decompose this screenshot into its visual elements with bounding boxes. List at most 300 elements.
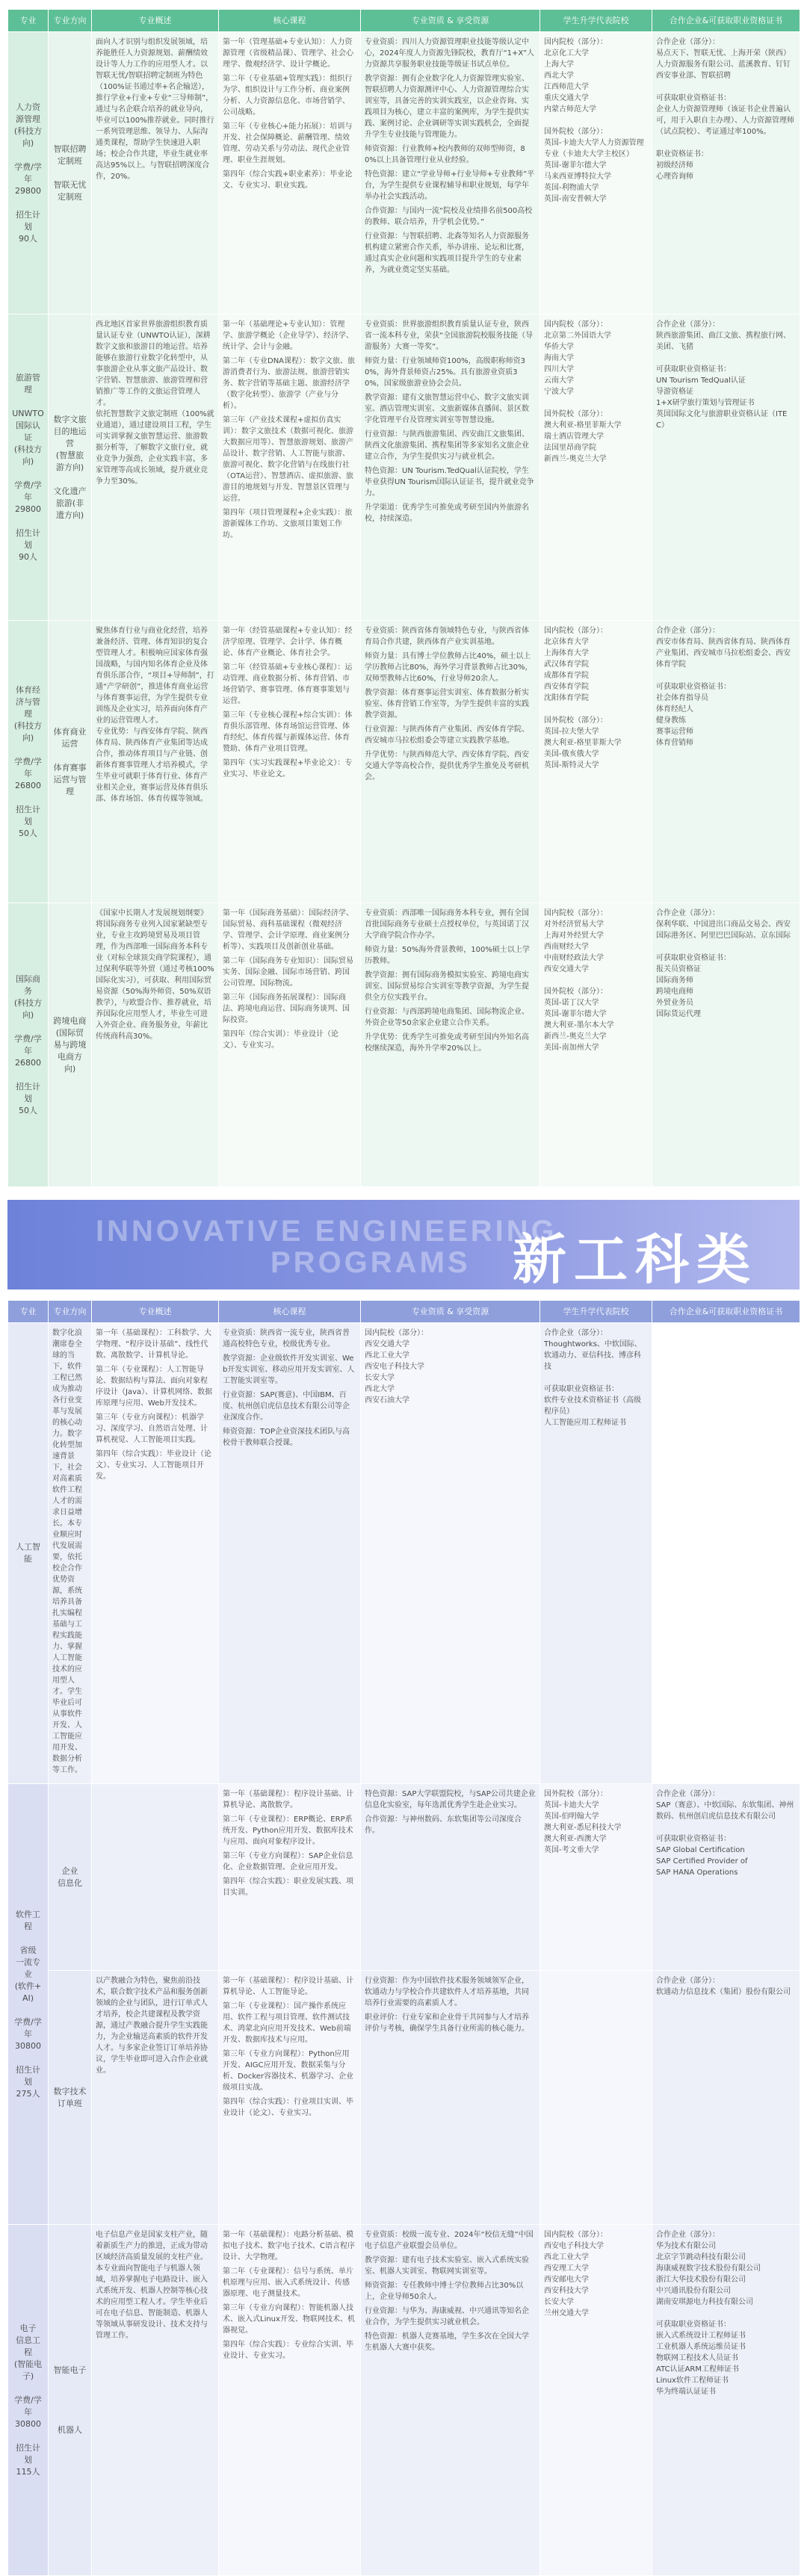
- header-overview: 专业概述: [92, 10, 219, 32]
- school-line: 内蒙古师范大学: [544, 105, 596, 114]
- school-line: 江西师范大学: [544, 83, 589, 91]
- partner-line: 合作企业（部分）：: [656, 2231, 720, 2239]
- header-core-courses: 核心课程: [219, 1301, 361, 1323]
- school-line: 西北大学: [544, 72, 574, 80]
- schools-cell: [540, 1971, 652, 2225]
- partner-line: 人工智能应用工程师证书: [544, 1419, 626, 1427]
- school-line: 澳大利亚-墨尔本大学: [544, 1021, 614, 1030]
- partner-line: 可获取职业资格证书：: [656, 683, 731, 691]
- header-direction: 专业方向: [49, 10, 92, 32]
- header-overview: 专业概述: [92, 1301, 219, 1323]
- core-course-item: 第二年（经管基础+专业核心课程）：运动管理、商业数据分析、体育营销、市场营销学、赛事管理、体育赛事策划与运营。: [223, 663, 353, 705]
- school-line: 北京体育大学: [544, 638, 589, 646]
- school-line: 华侨大学: [544, 343, 574, 351]
- core-course-item: 第二年（专业DNA课程）：数字文旅、旅游消费者行为、旅游法规、旅游营销实务、数字营销等基础主题、旅游经济学（数字化转型）、旅游学（产业与分析）。: [223, 357, 356, 410]
- core-course-item: 第二年（专业课程）：信号与系统、单片机原理与应用、嵌入式系统设计、传感器原理、电子测量技术。: [223, 2267, 353, 2298]
- school-line: 英国-南安普顿大学: [544, 195, 607, 203]
- direction-line: 智联无忧定制班: [53, 179, 87, 202]
- school-line: 西安体育学院: [544, 683, 589, 691]
- partners-cell: [652, 621, 800, 903]
- major-line: 50人: [19, 1105, 37, 1115]
- core-courses-cell: [219, 621, 361, 903]
- partner-line: 报关员资格证: [656, 965, 701, 973]
- partner-line: 合作企业（部分）：: [656, 38, 720, 46]
- partner-line: 可获取职业资格证书：: [656, 954, 731, 962]
- program-row: [8, 1323, 800, 1784]
- header-major: 专业: [8, 1301, 49, 1323]
- major-cell: [8, 32, 49, 315]
- banner-english-line1: INNOVATIVE ENGINEERING: [96, 1215, 557, 1248]
- header-partners: 合作企业&可获取职业资格证书: [652, 10, 800, 32]
- overview-cell: [92, 32, 219, 315]
- partner-line: 北京字节跳动科技有限公司: [656, 2253, 746, 2261]
- qualifications-cell: [361, 903, 540, 1187]
- partner-line: 1+X研学旅行策划与管理证书: [656, 399, 755, 407]
- qualification-item: 行业资源：与陕西体育产业集团、西安体育学院、西安城市马拉松组委会等建立实践教学基地。: [365, 725, 529, 745]
- header-qualifications: 专业资质 & 享受资源: [361, 10, 540, 32]
- major-line: 50人: [19, 828, 37, 838]
- qualification-item: 行业资源：与智联招聘、北森等知名人力资源服务机构建立紧密合作关系，举办讲座、论坛和比赛，通过真实企业问题和实践项目提升学生的专业素养，为就业奠定坚实基础。: [365, 232, 529, 274]
- qualification-item: 合作资源：与神州数码、东软集团等公司深度合作。: [365, 1815, 522, 1835]
- overview-text: 西北地区首家世界旅游组织教育质量认证专业（UNWTO认证），深耕数字文旅和旅游目的地运营。培养能够在旅游行业数字化转型中，从事旅游企业从事文旅产品设计、数字营销、智慧旅游、旅游管理和营销推广等工作的文旅运营管理人才。 依托智慧数字文旅定制班（100%就业通道），通过建设项目工程，学生可实训掌握文旅智慧运营、旅游数据分析等，了解数字文旅行业，就业竞争力强劲，企业实践丰富，多家管理等高成长领域，提升就业竞争力至30%。: [96, 321, 214, 486]
- partner-line: 浙江大华技术股份有限公司: [656, 2276, 746, 2284]
- core-courses-cell: [219, 315, 361, 621]
- school-line: 澳大利亚-西澳大学: [544, 1835, 607, 1843]
- partner-line: 英国国际文化与旅游职业资格认证（ITEC）: [656, 410, 788, 430]
- partner-line: 跨境电商师: [656, 988, 693, 996]
- major-line: [12, 468, 44, 480]
- partners-cell: [652, 2225, 800, 2576]
- section2-body: [8, 1323, 800, 2576]
- school-line: 西安理工大学: [544, 2264, 589, 2273]
- partners-cell: [652, 1784, 800, 1971]
- major-cell: [8, 621, 49, 903]
- direction-line: (国际贸易与跨境电商方向): [53, 1027, 87, 1074]
- qualifications-cell: [219, 1323, 361, 1784]
- overview-cell: [92, 1784, 219, 1971]
- schools-cell: [540, 2225, 652, 2576]
- major-line: 90人: [19, 551, 37, 562]
- school-line: 西安电子科技大学: [544, 2242, 604, 2250]
- partner-line: 体育营销师: [656, 739, 693, 747]
- major-line: [12, 2383, 44, 2394]
- qualification-item: 教学资源：拥有国际商务模拟实验室、跨境电商实训室、国际贸易综合实训室等教学资源，为学生提供全方位实践平台。: [365, 971, 529, 1002]
- core-course-item: 第一年（基础课程）：电路分析基础、模拟电子技术、数字电子技术、C语言程序设计、大学物理。: [223, 2231, 355, 2261]
- core-course-item: 第一年（经管基础课程+专业认知）：经济学原理、管理学、会计学、体育概论、体育产业概论、体育社会学。: [223, 627, 353, 657]
- overview-cell: [49, 1323, 92, 1784]
- partner-line: 导游资格证: [656, 388, 693, 396]
- direction-cell: [49, 903, 92, 1187]
- major-line: 学费/学年: [14, 1033, 42, 1056]
- school-line: 国内院校（部分）：: [544, 38, 607, 46]
- schools-cell: [540, 32, 652, 315]
- core-course-item: 第二年（专业课程）：国产操作系统应用、软件工程与项目管理、软件测试技术、鸿蒙北向应用开发技术、Web前端开发、数据库技术与应用。: [223, 2002, 351, 2044]
- overview-text: 聚焦体育行业与商业化经营，培养兼备经济、管理、体育知识的复合型管理人才。积极响应国家体育强国战略，与国内知名体育企业及体育俱乐部合作，“项目+导师制”，打通“产学研创”，推进体育商业运营与体育赛事运营，为学生提供专业训练及企业实习，培养面向体育产业的运营管理人才。 专业优势：与西安体育学院、陕西体育局、陕西体育产业集团等达成合作，推动体育项目与产业链、创新体育赛事管理人才培养模式，学生毕业可就职于体育行业、体育产业相关企业，赛事运营及体育俱乐部、体育场馆、体育传媒等领域。: [96, 627, 214, 803]
- partner-line: 物联网工程技术人员证书: [656, 2354, 738, 2362]
- major-line: 学费/学年: [14, 2394, 42, 2417]
- header-core-courses: 核心课程: [219, 10, 361, 32]
- school-line: 四川大学: [544, 365, 574, 374]
- school-line: 西安科技大学: [544, 2287, 589, 2295]
- core-course-item: 第四年（综合实践）：行业项目实训、毕业设计（论文）、专业实习。: [223, 2098, 353, 2117]
- core-course-item: 第一年（基础课程）：程序设计基础、计算机导论、离散数学。: [223, 1790, 353, 1809]
- partner-line: 可获取职业资格证书：: [656, 2320, 731, 2329]
- partners-cell: [652, 315, 800, 621]
- school-line: 国内院校（部分）：: [544, 909, 607, 917]
- core-courses-cell: [219, 1784, 361, 1971]
- school-line: 英国-考文垂大学: [544, 1846, 599, 1854]
- qualification-item: 教学资源：企业级软件开发实训室、Web开发实训室、移动应用开发实训室、人工智能实训室等。: [223, 1354, 355, 1385]
- school-line: 西安邮电大学: [544, 2276, 589, 2284]
- section2-table: [7, 1300, 800, 2576]
- school-line: 海南大学: [544, 354, 574, 362]
- qualification-item: 特色资源：UN Tourism.TedQual认证院校，学生毕业获得UN Tourism国际认证证书，提升就业竞争力。: [365, 467, 534, 498]
- qualification-item: 专业资质：世界旅游组织教育质量认证专业，陕西省一流本科专业，荣获“全国旅游院校服务技能（导游服务）大赛一等奖”。: [365, 321, 534, 351]
- direction-cell: [49, 32, 92, 315]
- major-line: 115人: [16, 2466, 40, 2477]
- major-line: 30800: [15, 2418, 41, 2429]
- direction-line: 企业: [61, 1866, 78, 1876]
- direction-cell: [49, 2225, 92, 2576]
- major-line: 一流专业: [16, 1957, 40, 1979]
- partners-cell: [652, 1971, 800, 2225]
- qualification-item: 合作资源：与国内一流“院校及业绩排名前500高校的教师、联合培养，升学机会优势。”: [365, 207, 533, 226]
- major-line: [12, 2430, 44, 2442]
- school-line: 北京第二外国语大学: [544, 332, 611, 340]
- major-line: (智能电子): [13, 2359, 43, 2381]
- major-line: [12, 197, 44, 209]
- qualification-item: 教学资源：体育赛事运营实训室、体育数据分析实验室、体育营销工作室等，为学生提供丰富的实践教学资源。: [365, 689, 529, 719]
- qualification-item: 师资资源：行业教师+校内教师的双师型师资，80%以上具备管理行业从业经验。: [365, 145, 525, 164]
- partner-line: 合作企业（部分）：: [656, 909, 720, 917]
- school-line: 马来西亚博特拉大学: [544, 173, 611, 181]
- school-line: 国外院校（部分）：: [544, 128, 607, 136]
- qualification-item: 行业资源：与西部跨境电商集团、国际物流企业、外资企业等50余家企业建立合作关系。: [365, 1008, 529, 1027]
- school-line: 国外院校（部分）：: [544, 988, 607, 996]
- partner-line: 外贸业务员: [656, 999, 693, 1007]
- direction-line: [52, 2388, 87, 2400]
- header-qualifications: 专业资质 & 享受资源: [361, 1301, 540, 1323]
- program-row: [8, 1971, 800, 2225]
- qualifications-cell: [361, 315, 540, 621]
- partner-line: 职业资格证书：: [656, 150, 708, 158]
- school-line: 宁波大学: [544, 388, 574, 396]
- banner-chinese-title: 新工科类: [513, 1228, 758, 1291]
- school-line: 上海体育大学: [544, 649, 589, 657]
- core-courses-cell: [219, 2225, 361, 2576]
- major-line: 体育经济与管理: [16, 684, 40, 719]
- qualification-item: 升学优势：优秀学生可推免或考研至国内外知名高校继续深造，海外升学率20%以上。: [365, 1033, 529, 1053]
- core-course-item: 第三年（专业方向课程）：SAP企业信息化、企业数据管理、企业应用开发。: [223, 1852, 353, 1871]
- major-line: [12, 1069, 44, 1081]
- school-line: 英国-拉夫堡大学: [544, 728, 599, 736]
- direction-line: 信息化: [58, 1877, 82, 1888]
- partners-cell: [652, 32, 800, 315]
- direction-line: 数字文旅目的地运营: [53, 414, 87, 448]
- major-line: [12, 149, 44, 161]
- partner-line: 软件专业技术资格证书（高级程序员）: [544, 1396, 641, 1416]
- header-schools: 学生升学代表院校: [540, 1301, 652, 1323]
- partner-line: 社会体育指导员: [656, 694, 708, 702]
- qualification-item: 升学优势：与陕西师范大学、西安体育学院、西安交通大学等高校合作，提供优秀学生推免及考研机会。: [365, 751, 529, 781]
- qualifications-cell: [361, 1784, 540, 1971]
- direction-line: [52, 167, 87, 179]
- partners-cell: [540, 1323, 652, 1784]
- core-course-item: 第四年（实习实践课程+毕业论文）：专业实习、毕业论文。: [223, 759, 353, 778]
- school-line: 英国-诺丁汉大学: [544, 999, 599, 1007]
- core-course-item: 第四年（综合实践）：职业发展实践、项目实训。: [223, 1877, 353, 1897]
- header-schools: 学生升学代表院校: [540, 10, 652, 32]
- direction-line: [52, 750, 87, 762]
- major-cell: [8, 1784, 49, 2225]
- partner-line: 易点天下、智联无忧、上海开荣（陕西）人力资源服务有限公司、蓝溪教育、钉钉西安事业部、智联招聘: [656, 49, 791, 80]
- qualifications-cell: [361, 32, 540, 315]
- partner-line: 企业人力资源管理师（该证书企业普遍认可，用于入职自主办理）、人力资源管理师（试点院校）、考证通过率100%。: [656, 105, 794, 136]
- core-course-item: 第四年（综合实训）：毕业设计（论文）、专业实习。: [223, 1030, 338, 1050]
- qualification-item: 师资资源：TOP企业资深技术团队与高校骨干教师联合授课。: [223, 1428, 350, 1447]
- qualification-item: 行业资源：作为中国软件技术服务领域领军企业，软通动力与学校合作共建软件人才培养基地，共同培养行业需要的高素质人才。: [365, 1977, 529, 2007]
- qualifications-cell: [361, 621, 540, 903]
- partner-line: 陕西旅游集团、曲江文旅、携程旅行网、美团、飞猪: [656, 332, 791, 351]
- partner-line: 海康威视数字技术股份有限公司: [656, 2264, 761, 2273]
- school-line: 国外院校（部分）：: [544, 716, 607, 725]
- overview-text: 以产教融合为特色，聚焦前沿技术，联合数字技术产品和服务创新领域的企业与团队，进行订单式人才培养，校企共建课程及教学资源，通过产教融合提升学生实践能力，为企业输送高素质的软件开发人才。与多家企业签订订单培养协议，学生毕业即可进入合作企业就业。: [96, 1977, 208, 2075]
- school-line: 美国-俄亥俄大学: [544, 750, 599, 758]
- school-line: 西安交通大学: [544, 965, 589, 973]
- school-line: 英国-谢菲尔德大学: [544, 1010, 607, 1018]
- core-course-item: 第一年（基础理论+专业认知）：管理学、旅游学概论（企业导学）、经济学、统计学、会计与金融。: [223, 321, 353, 351]
- partner-line: SAP Certified Provider of: [656, 1857, 748, 1866]
- qualification-item: 升学渠道：优秀学生可推免或考研至国内外旅游名校，持续深造。: [365, 504, 529, 523]
- partner-line: 华为终端认证证书: [656, 2388, 716, 2396]
- direction-cell: [49, 1784, 92, 1971]
- partner-line: 合作企业（部分）：: [544, 1329, 607, 1337]
- major-cell: [8, 315, 49, 621]
- major-line: 省级: [19, 1945, 37, 1955]
- partner-line: 合作企业（部分）：: [656, 1977, 720, 1985]
- section1-header-row: [8, 10, 800, 32]
- direction-line: 订单班: [58, 2098, 82, 2108]
- major-line: 软件工程: [16, 1909, 40, 1931]
- banner-english-line2: PROGRAMS: [270, 1246, 471, 1279]
- program-row: [8, 621, 800, 903]
- direction-line: 体育赛事运营与管理: [53, 762, 87, 796]
- partner-line: 可获取职业资格证书：: [656, 1835, 731, 1843]
- partner-line: 合作企业（部分）：: [656, 321, 720, 329]
- new-engineering-banner: [7, 1200, 800, 1289]
- major-line: (科技方向): [13, 997, 43, 1020]
- partner-line: UN Tourism TedQual认证: [656, 377, 746, 385]
- major-line: 275人: [16, 2088, 40, 2099]
- school-line: 北京化工大学: [544, 49, 589, 58]
- school-line: 长安大学: [365, 1374, 395, 1382]
- partner-line: SAP（赛意）、中软国际、东软集团、神州数码、杭州创启虎信息技术有限公司: [656, 1801, 794, 1821]
- partner-line: Thoughtworks、中软国际、软通动力、亚信科技、博彦科技: [544, 1340, 642, 1371]
- school-line: 国外院校（部分）：: [544, 1790, 607, 1798]
- school-line: [544, 397, 648, 409]
- school-line: 英国-斯特灵大学: [544, 761, 599, 770]
- core-course-item: 第四年（综合实践+职业素养）：毕业论文、专业实习、职业实践。: [223, 170, 353, 190]
- direction-cell: [49, 315, 92, 621]
- major-line: [12, 2052, 44, 2064]
- major-line: UNWTO国际认证: [12, 408, 44, 442]
- core-course-item: 第三年（专业方向课程）：Python应用开发、AIGC应用开发、数据采集与分析、Docker容器技术、机器学习、企业级项目实战。: [223, 2050, 354, 2092]
- direction-cell: [49, 621, 92, 903]
- major-cell: [8, 903, 49, 1187]
- qualification-item: 专业资质：西部唯一国际商务本科专业，拥有全国首批国际商务专业硕士点授权单位，与英国诺丁汉大学商学院合作办学。: [365, 909, 529, 940]
- major-line: 学费/学年: [14, 161, 42, 184]
- core-course-item: 第二年（专业课程）：ERP概论、ERP系统开发、Python应用开发、数据库技术与应用、面向对象程序设计。: [223, 1815, 353, 1846]
- core-course-item: 第四年（综合实践）：毕业设计（论文）、专业实习、人工智能项目开发。: [96, 1450, 211, 1481]
- school-line: 澳大利亚-格里菲斯大学: [544, 739, 622, 747]
- section1-body: [8, 32, 800, 1187]
- direction-line: [52, 2400, 87, 2412]
- qualifications-cell: [361, 1971, 540, 2225]
- direction-line: 智能电子: [53, 2365, 87, 2375]
- major-line: (科技方向): [13, 126, 43, 148]
- partner-line: 可获取职业资格证书：: [656, 94, 731, 102]
- school-line: 长安大学: [544, 2298, 574, 2306]
- header-partners: 合作企业&可获取职业资格证书: [652, 1301, 800, 1323]
- major-line: 信息工程: [16, 2335, 40, 2357]
- direction-cell: [8, 1323, 49, 1784]
- partner-line: 国际货运代理: [656, 1010, 701, 1018]
- partner-line: 健身教练: [656, 716, 686, 725]
- qualification-item: 教学资源：建有文旅智慧运营中心、数字文旅实训室、酒店管理实训室、文旅新媒体直播间、景区数字化管理平台及管理实训室等智慧设施。: [365, 394, 529, 424]
- major-line: (科技方向): [13, 720, 43, 743]
- partner-line: ATC认证ARM工程师证书: [656, 2365, 739, 2374]
- core-course-item: 第三年（专业方向课程）：机器学习、深度学习、自然语言处理、计算机视觉、人工智能项目实践。: [96, 1414, 208, 1444]
- school-line: 英国-谢菲尔德大学: [544, 161, 607, 170]
- core-course-item: 第二年（国际商务专业知识）：国际贸易实务、国际金融、国际市场营销、跨国公司管理、国际物流。: [223, 957, 353, 988]
- overview-text: 电子信息产业是国家支柱产业，随着新质生产力的推进，正成为带动区域经济高质量发展的支柱产业。本专业面向智能电子与机器人领域，培养掌握电子电路设计、嵌入式系统开发、机器人控制等核心技术的应用型工程人才。学生毕业后可在电子信息、智能制造、机器人等领域从事研发设计、技术支持与管理工作。: [96, 2231, 208, 2340]
- major-line: [12, 792, 44, 804]
- direction-line: 智联招聘定制班: [53, 143, 87, 166]
- core-courses-cell: [219, 32, 361, 315]
- major-cell: [8, 2225, 49, 2576]
- program-row: [8, 32, 800, 315]
- partner-line: 赛事运营师: [656, 728, 693, 736]
- core-courses-cell: [92, 1323, 219, 1784]
- qualification-item: 师资力量：50%海外背景教师，100%硕士以上学历教师。: [365, 946, 530, 965]
- partner-line: 合作企业（部分）：: [656, 1790, 720, 1798]
- overview-text: 数字化浪潮席卷全球的当下，软件工程已然成为推动各行业变革与发展的核心动力。数字化转型加速背景下，社会对高素质软件工程人才的需求日益增长。本专业顺应时代发展需要，依托校企合作优势资源，系统培养具备扎实编程基础与工程实践能力、掌握人工智能技术的应用型人才。学生毕业后可从事软件开发、人工智能应用开发、数据分析等工作。: [52, 1329, 82, 1774]
- school-line: 西北大学: [365, 1385, 395, 1393]
- partner-line: 软通动力信息技术（集团）股份有限公司: [656, 1988, 791, 1996]
- partner-line: Linux软件工程师证书: [656, 2377, 729, 2385]
- core-course-item: 第三年（专业方向课程）：智能机器人技术、嵌入式Linux开发、物联网技术、机器视觉。: [223, 2304, 355, 2335]
- core-course-item: 第一年（管理基础+专业认知）：人力资源管理（省级精品课）、管理学、社会心理学、微观经济学、设计学概论。: [223, 38, 353, 69]
- major-line: 26800: [15, 1057, 41, 1068]
- school-line: 中南财经政法大学: [544, 954, 604, 962]
- school-line: [544, 704, 648, 715]
- overview-text: 《国家中长期人才发展规划纲要》将国际商务专业列入国家紧缺型专业，专业主攻跨境贸易及项目管理，作为西部唯一国际商务本科专业（对标全球顶尖商学院课程），通过保利华联等外贸（通过考核100%国际化实习），可获取、利用国际贸易资源（50%海外师资、50%双语教学），与欧盟合作、推荐就业，培养国际化应用型人才，毕业生可进入外资企业、商务服务业，年薪比传统商科高30%。: [96, 909, 214, 1041]
- major-line: [12, 1933, 44, 1945]
- school-line: 西北工业大学: [365, 1352, 409, 1360]
- qualification-item: 专业资质：四川人力资源管理职业技能等级认定中心，2024年度人力资源先锋院校，教育厅“1+X”人力资源共享服务职业技能等级证书试点单位。: [365, 38, 534, 69]
- overview-cell: [92, 621, 219, 903]
- major-line: [12, 1021, 44, 1033]
- core-course-item: 第四年（综合实践）：专业综合实训、毕业设计、专业实习。: [223, 2341, 353, 2360]
- major-line: 旅游管理: [16, 372, 40, 394]
- core-course-item: 第一年（基础课程）：工科数学、大学物理、“程序设计基础”、线性代数、离散数学、计算机导论。: [96, 1329, 211, 1360]
- school-line: 对外经济贸易大学: [544, 920, 604, 929]
- core-course-item: 第三年（专业核心+能力拓展）：培训与开发、社会保障概论、薪酬管理、绩效管理、劳动关系与劳动法、现代企业管理、职业生涯规划。: [223, 123, 353, 164]
- direction-line: [52, 2412, 87, 2424]
- school-line: 兰州交通大学: [544, 2309, 589, 2318]
- major-line: [12, 744, 44, 756]
- partner-line: [544, 1372, 648, 1384]
- overview-cell: [92, 1971, 219, 2225]
- schools-cell: [540, 315, 652, 621]
- major-line: 国际商务: [16, 973, 40, 996]
- school-line: 国内院校（部分）：: [365, 1329, 428, 1337]
- qualification-item: 行业资源：与陕西旅游集团、西安曲江文旅集团、陕西文化旅游集团、携程集团等多家知名文旅企业建立合作，为学生提供实习与就业机会。: [365, 430, 529, 461]
- major-line: 招生计划: [16, 209, 40, 232]
- header-direction: 专业方向: [49, 1301, 92, 1323]
- partner-line: 西安市体育局、陕西省体育局、陕西体育产业集团、西安城市马拉松组委会、西安体育学院: [656, 638, 791, 669]
- partner-line: 嵌入式系统设计工程师证书: [656, 2332, 746, 2340]
- core-course-item: 第三年（产业技术课程+虚拟仿真实训）：数字文旅技术（数据可视化、旅游大数据应用等）、智慧旅游规划、旅游产品设计、数字营销、人工智能与旅游、旅游可视化、数字化营销与在线旅行社（OTA运营）、智慧酒店、虚拟旅游、旅游目的地规划与开发、智慧景区管理与运营。: [223, 416, 354, 503]
- schools-cell: [540, 621, 652, 903]
- partner-line: 合作企业（部分）：: [656, 627, 720, 635]
- core-course-item: 第二年（专业课程）：人工智能导论、数据结构与算法、面向对象程序设计（Java）、计算机网络、数据库原理与应用、Web开发技术。: [96, 1366, 213, 1408]
- qualification-item: 特色资源：SAP大学联盟院校，与SAP公司共建企业信息化实验室，每年选派优秀学生赴企业实习。: [365, 1790, 536, 1809]
- partner-line: [656, 1822, 796, 1833]
- partner-line: 心理咨询师: [656, 173, 693, 181]
- school-line: 瑞士酒店管理大学: [544, 433, 604, 441]
- qualification-item: 行业资源：SAP(赛意)、中国IBM、百度、杭州创启虎信息技术有限公司等企业深度合作。: [223, 1391, 350, 1422]
- major-line: (科技方向): [13, 444, 43, 466]
- school-line: 国内院校（部分）：: [544, 627, 607, 635]
- school-line: 英国-卡迪夫大学人力资源管理专业（卡迪夫大学主校区）: [544, 139, 644, 158]
- qualification-item: 特色资源：机器人竞赛基地，学生多次在全国大学生机器人大赛中获奖。: [365, 2332, 529, 2352]
- partner-line: [656, 941, 796, 953]
- school-line: 澳大利亚-格里菲斯大学: [544, 421, 622, 430]
- school-line: [544, 115, 648, 126]
- major-line: 招生计划: [16, 804, 40, 826]
- school-line: 西安石油大学: [365, 1396, 409, 1405]
- direction-line: (智慧旅游方向): [55, 450, 84, 472]
- partner-line: 工业机器人系统运维员证书: [656, 2343, 746, 2351]
- direction-line: 机器人: [58, 2424, 82, 2435]
- partner-line: [656, 670, 796, 681]
- core-course-item: 第一年（国际商务基础）：国际经济学、国际贸易、商科基础课程（微观经济学、管理学、会计学原理、商业案例分析等）、实践项目及创新创业基础。: [223, 909, 353, 951]
- school-line: 美国-南加州大学: [544, 1044, 599, 1052]
- school-line: 武汉体育学院: [544, 660, 589, 669]
- overview-cell: [92, 315, 219, 621]
- program-row: [8, 2225, 800, 2576]
- partner-line: 初级经济师: [656, 161, 693, 170]
- direction-line: [52, 474, 87, 486]
- major-line: [12, 2004, 44, 2016]
- core-courses-cell: [219, 903, 361, 1187]
- header-major: 专业: [8, 10, 49, 32]
- partner-line: [656, 81, 796, 93]
- qualification-item: 特色资源：建立“学业导师+行业导师+专业教师”平台，为学生提供专业课程辅导和职业规划，每学年举办社会实践活动。: [365, 170, 535, 201]
- direction-cell: [49, 1971, 92, 2225]
- core-courses-cell: [219, 1971, 361, 2225]
- school-line: 上海大学: [544, 61, 574, 69]
- major-line: 人力资源管理: [16, 102, 40, 124]
- partner-line: SAP Global Certification: [656, 1846, 745, 1854]
- qualification-item: 师资资源：专任教师中博士学位教师占比30%以上，企业导师50余人。: [365, 2282, 524, 2301]
- partner-line: [656, 353, 796, 364]
- qualification-item: 行业资源：与华为、海康威视、中兴通讯等知名企业合作，为学生提供实习就业机会。: [365, 2307, 529, 2326]
- school-line: 国内院校（部分）：: [544, 2231, 607, 2239]
- school-line: 西安交通大学: [365, 1340, 409, 1349]
- major-line: 招生计划: [16, 2064, 40, 2087]
